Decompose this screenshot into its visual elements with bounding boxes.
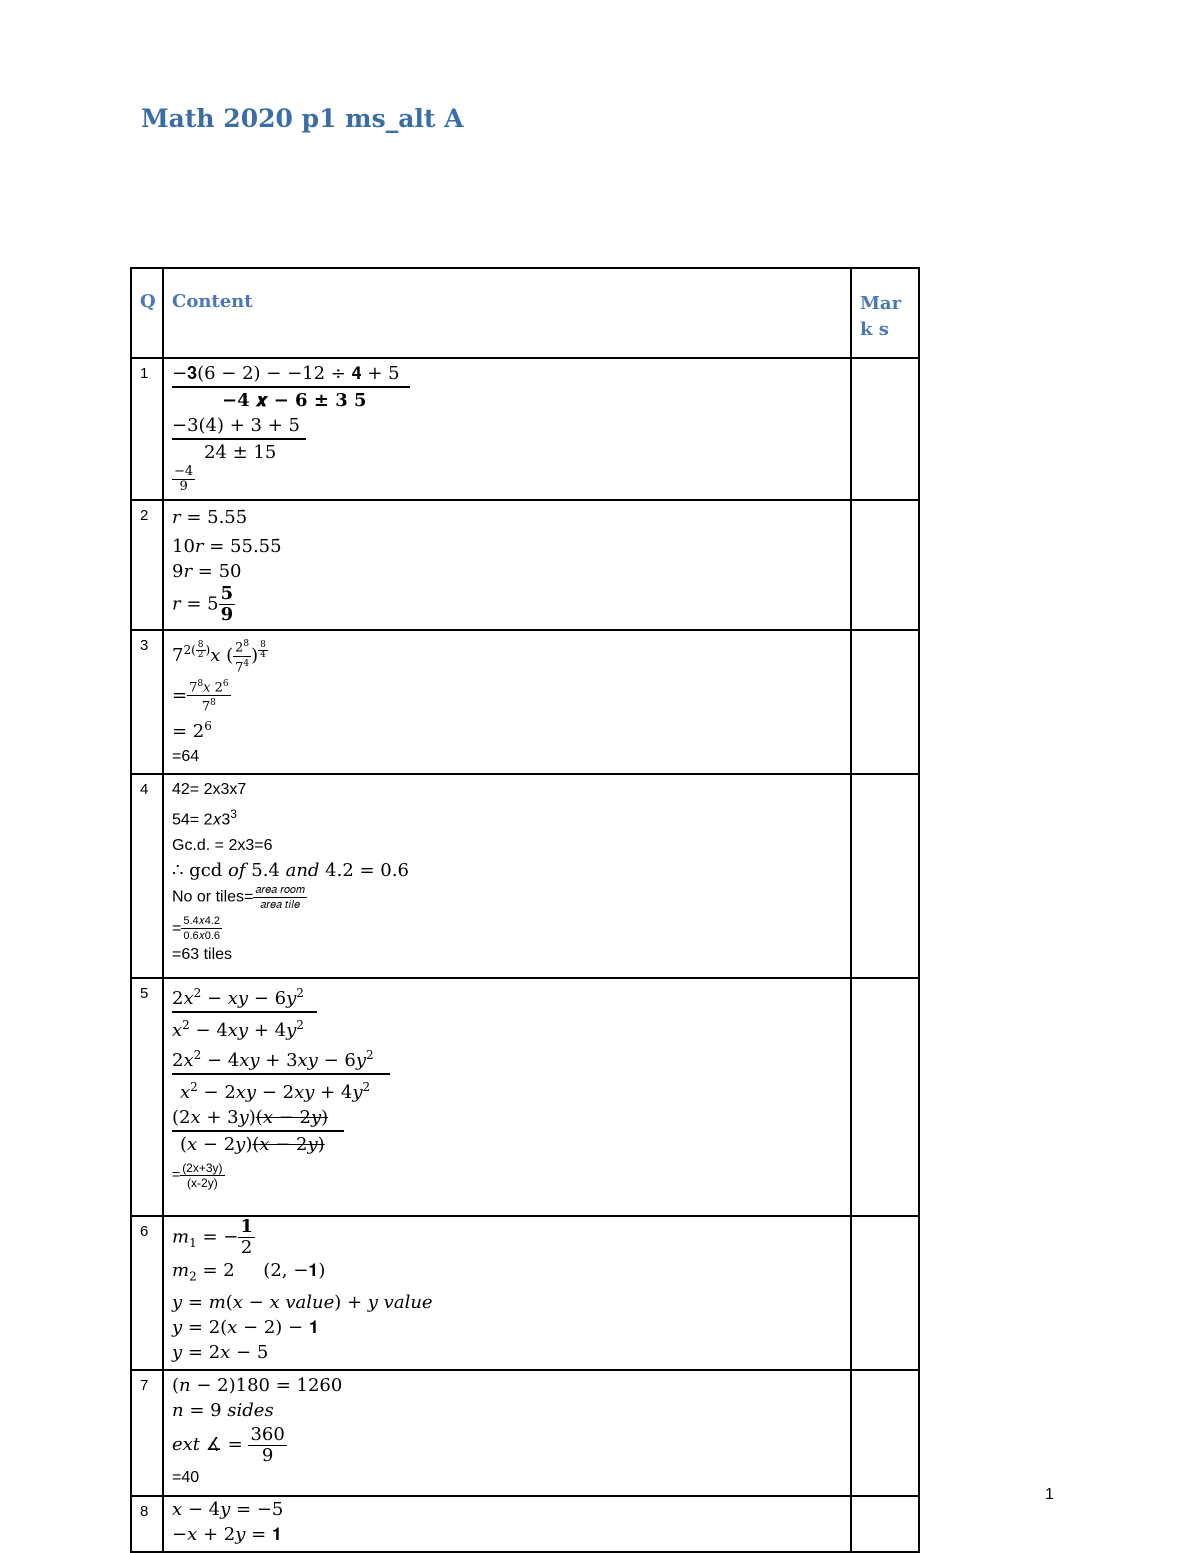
question-number: 7 (131, 1370, 163, 1496)
header-q: Q (131, 268, 163, 358)
marks-cell (851, 358, 919, 500)
page-title: Math 2020 p1 ms_alt A (141, 104, 464, 133)
table-row (131, 500, 919, 630)
marks-cell (851, 774, 919, 978)
question-number: 6 (131, 1216, 163, 1370)
fraction: $\frac{𝟏}{2}$ (240, 1216, 253, 1259)
math-line: 10𝑟 = 55.55̇ (172, 536, 282, 557)
table-row (131, 1496, 919, 1552)
table-row (131, 1370, 919, 1496)
fraction: $\frac{-4}{9}$ (174, 464, 194, 494)
answer-content: 2𝑥$^2$ − 𝑥𝑦 − 6𝑦$^2$ 𝑥$^2$ − 4𝑥𝑦 + 4𝑦$^2$ 2𝑥$^2$ − 4𝑥𝑦 + 3𝑥𝑦 − 6𝑦$^2$ 𝑥$^2$ − 2𝑥𝑦 − 2𝑥𝑦 + 4𝑦$^2$ (2𝑥 + 3𝑦)(𝑥 − 2𝑦) (𝑥 − 2𝑦)(𝑥 − 2𝑦) = $\frac{(2x+3y)}{(x-2y)}$ (163, 978, 851, 1216)
table-header-row (131, 268, 919, 358)
math-line: 𝑟 = 5.55̇ (172, 507, 248, 528)
marks-cell (851, 1370, 919, 1496)
table-row (131, 358, 919, 500)
math-line: −3(4) + 3 + 5 (172, 413, 306, 440)
question-number: 4 (131, 774, 163, 978)
table-row (131, 1216, 919, 1370)
fraction: $\frac{360}{9}$ (250, 1423, 285, 1466)
table-row (131, 774, 919, 978)
marks-cell (851, 630, 919, 774)
page-number: 1 (1045, 1486, 1054, 1503)
math-line: 𝑟 = 5 (172, 593, 219, 615)
marks-cell (851, 500, 919, 630)
table-row (131, 978, 919, 1216)
answer-content: $7^{2( \frac{8}{2} )}𝑥$ ( $\frac{2^8}{7^4}$ ) $^{\frac{8}{4}}$ = $\frac{7^8𝑥 2^6}{7^8}$ = $2^6$ =64 (163, 630, 851, 774)
question-number: 8 (131, 1496, 163, 1552)
question-number: 2 (131, 500, 163, 630)
marking-scheme-table (130, 267, 920, 1553)
marks-cell (851, 1216, 919, 1370)
fraction: $\frac{5}{9}$ (220, 583, 234, 625)
answer-content: (𝑛 − 2)180 = 1260 𝑛 = 9 𝑠𝑖𝑑𝑒𝑠 𝑒𝑥𝑡 ∡ = $\frac{360}{9}$ =40 (163, 1370, 851, 1496)
math-line: −𝟑(6 − 2) − −12 ÷ 𝟒 + 5 (172, 361, 410, 388)
answer-content: 42= 2x3x7 $54= 2𝑥3^3$ Gc.d. = 2x3=6 ∴ gcd 𝑜𝑓 5.4 𝑎𝑛𝑑 4.2 = 0.6 No or tiles= $\frac{\text{𝑎𝑟𝑒𝑎 𝑟𝑜𝑜𝑚}}{\text{𝑎𝑟𝑒𝑎 𝑡𝑖𝑙𝑒}}$ = $\frac{\text{5.4𝑥4.2}}{\text{0.6𝑥0.6}}$ =63 tiles (163, 774, 851, 978)
math-line: 9𝑟 = 50 (172, 561, 242, 582)
math-line: 24 ± 15 (204, 442, 277, 463)
answer-content (163, 358, 851, 500)
answer-content: 𝑥 − 4𝑦 = −5 −𝑥 + 2𝑦 = 𝟏 (163, 1496, 851, 1552)
question-number: 1 (131, 358, 163, 500)
math-line: −𝟒 𝒙 − 𝟔 ± 𝟑 𝟓 (222, 390, 367, 411)
marks-cell (851, 978, 919, 1216)
header-marks: Mark s (851, 268, 919, 358)
question-number: 3 (131, 630, 163, 774)
marks-cell (851, 1496, 919, 1552)
question-number: 5 (131, 978, 163, 1216)
table-row (131, 630, 919, 774)
answer-content (163, 500, 851, 630)
header-content: Content (163, 268, 851, 358)
answer-content: 𝑚$_1$ = − $\frac{𝟏}{2}$ 𝑚$_2$ = 2 (2, −𝟏) 𝑦 = 𝑚(𝑥 − 𝑥 𝑣𝑎𝑙𝑢𝑒) + 𝑦 𝑣𝑎𝑙𝑢𝑒 𝑦 = 2(𝑥 − 2) − 𝟏 𝑦 = 2𝑥 − 5 (163, 1216, 851, 1370)
